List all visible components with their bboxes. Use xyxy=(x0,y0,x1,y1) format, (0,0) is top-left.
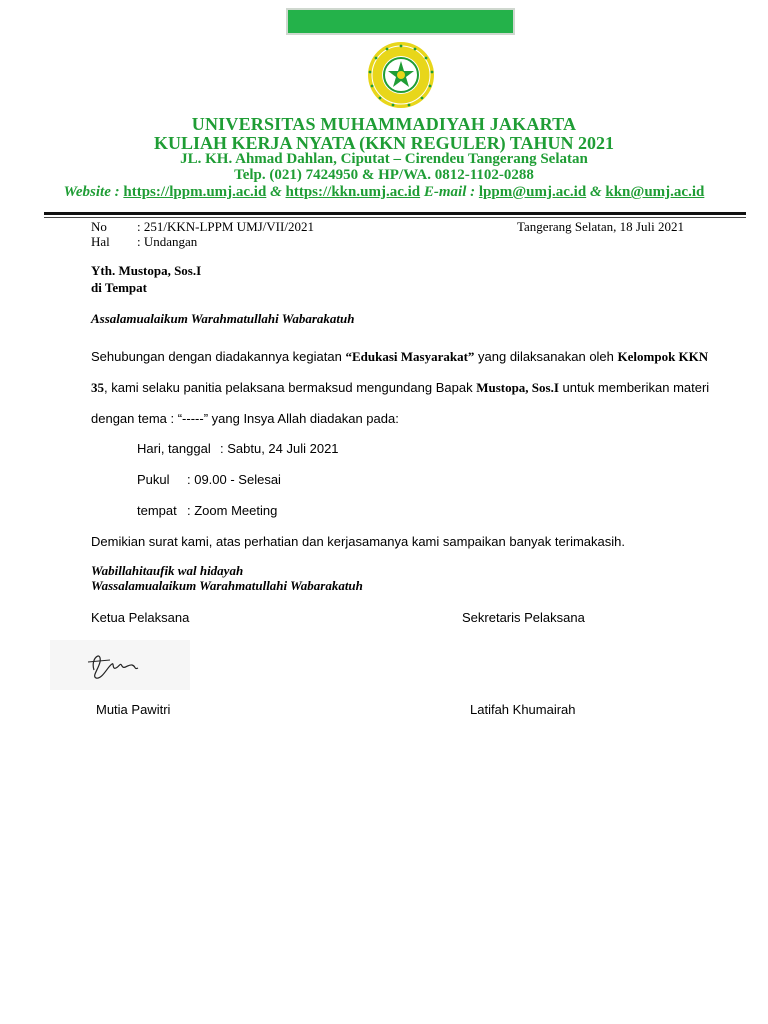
body-text: untuk memberikan materi xyxy=(558,380,710,395)
website-link-lppm[interactable]: https://lppm.umj.ac.id xyxy=(123,184,267,200)
time-value: : 09.00 - Selesai xyxy=(187,472,281,487)
body-line-1 xyxy=(91,349,708,365)
email-link-kkn[interactable]: kkn@umj.ac.id xyxy=(605,184,705,200)
left-signatory-title: Ketua Pelaksana xyxy=(91,610,190,625)
website-label: Website : xyxy=(63,184,120,200)
left-signatory-name: Mutia Pawitri xyxy=(96,702,171,717)
body-text: , kami selaku panitia pelaksana bermaksud mengundang Bapak xyxy=(104,380,477,395)
body-line-2 xyxy=(91,380,709,396)
university-name: UNIVERSITAS MUHAMMADIYAH JAKARTA xyxy=(191,114,577,134)
closing-line-1: Wabillahitaufik wal hidayah xyxy=(91,563,244,578)
place-date: Tangerang Selatan, 18 Juli 2021 xyxy=(517,219,684,234)
address-line: JL. KH. Ahmad Dahlan, Ciputat – Cirendeu Tangerang Selatan xyxy=(180,151,588,167)
right-signatory-title: Sekretaris Pelaksana xyxy=(462,610,585,625)
body-text: yang dilaksanakan oleh xyxy=(474,349,618,364)
place-label: tempat xyxy=(137,503,177,518)
event-title: “Edukasi Masyarakat” xyxy=(345,349,475,364)
no-value: : 251/KKN-LPPM UMJ/VII/2021 xyxy=(137,219,314,234)
body-line-3: dengan tema : “-----” yang Insya Allah diadakan pada: xyxy=(91,411,399,426)
header-divider-thin xyxy=(44,217,746,218)
right-signatory-name: Latifah Khumairah xyxy=(470,702,576,717)
hal-label: Hal xyxy=(91,234,110,249)
header-green-bar xyxy=(286,8,515,35)
group-number: 35 xyxy=(91,380,104,395)
greeting: Assalamualaikum Warahmatullahi Wabarakatuh xyxy=(91,311,355,326)
body-text: Sehubungan dengan diadakannya kegiatan xyxy=(91,349,346,364)
signature-image xyxy=(50,640,190,690)
signature-scribble-icon xyxy=(50,640,190,690)
group-name: Kelompok KKN xyxy=(617,349,709,364)
header-divider-thick xyxy=(44,212,746,215)
contact-line xyxy=(0,184,768,201)
email-label: E-mail : xyxy=(423,184,476,200)
day-label: Hari, tanggal xyxy=(137,441,211,456)
website-link-kkn[interactable]: https://kkn.umj.ac.id xyxy=(285,184,421,200)
no-label: No xyxy=(91,219,107,234)
speaker-name: Mustopa, Sos.I xyxy=(476,380,559,395)
time-label: Pukul xyxy=(137,472,170,487)
day-value: : Sabtu, 24 Juli 2021 xyxy=(220,441,339,456)
amp-2: & xyxy=(589,184,602,200)
closing-paragraph: Demikian surat kami, atas perhatian dan kerjasamanya kami sampaikan banyak terimakasih. xyxy=(91,534,625,549)
university-logo xyxy=(361,40,441,110)
program-title: KULIAH KERJA NYATA (KKN REGULER) TAHUN 2021 xyxy=(153,133,615,153)
hal-value: : Undangan xyxy=(137,234,198,249)
recipient-name: Yth. Mustopa, Sos.I xyxy=(91,263,202,278)
place-value: : Zoom Meeting xyxy=(187,503,278,518)
phone-line: Telp. (021) 7424950 & HP/WA. 0812-1102-0288 xyxy=(234,167,534,183)
recipient-place: di Tempat xyxy=(91,280,147,295)
email-link-lppm[interactable]: lppm@umj.ac.id xyxy=(478,184,587,200)
closing-line-2: Wassalamualaikum Warahmatullahi Wabarakatuh xyxy=(91,578,363,593)
amp-1: & xyxy=(270,184,282,200)
